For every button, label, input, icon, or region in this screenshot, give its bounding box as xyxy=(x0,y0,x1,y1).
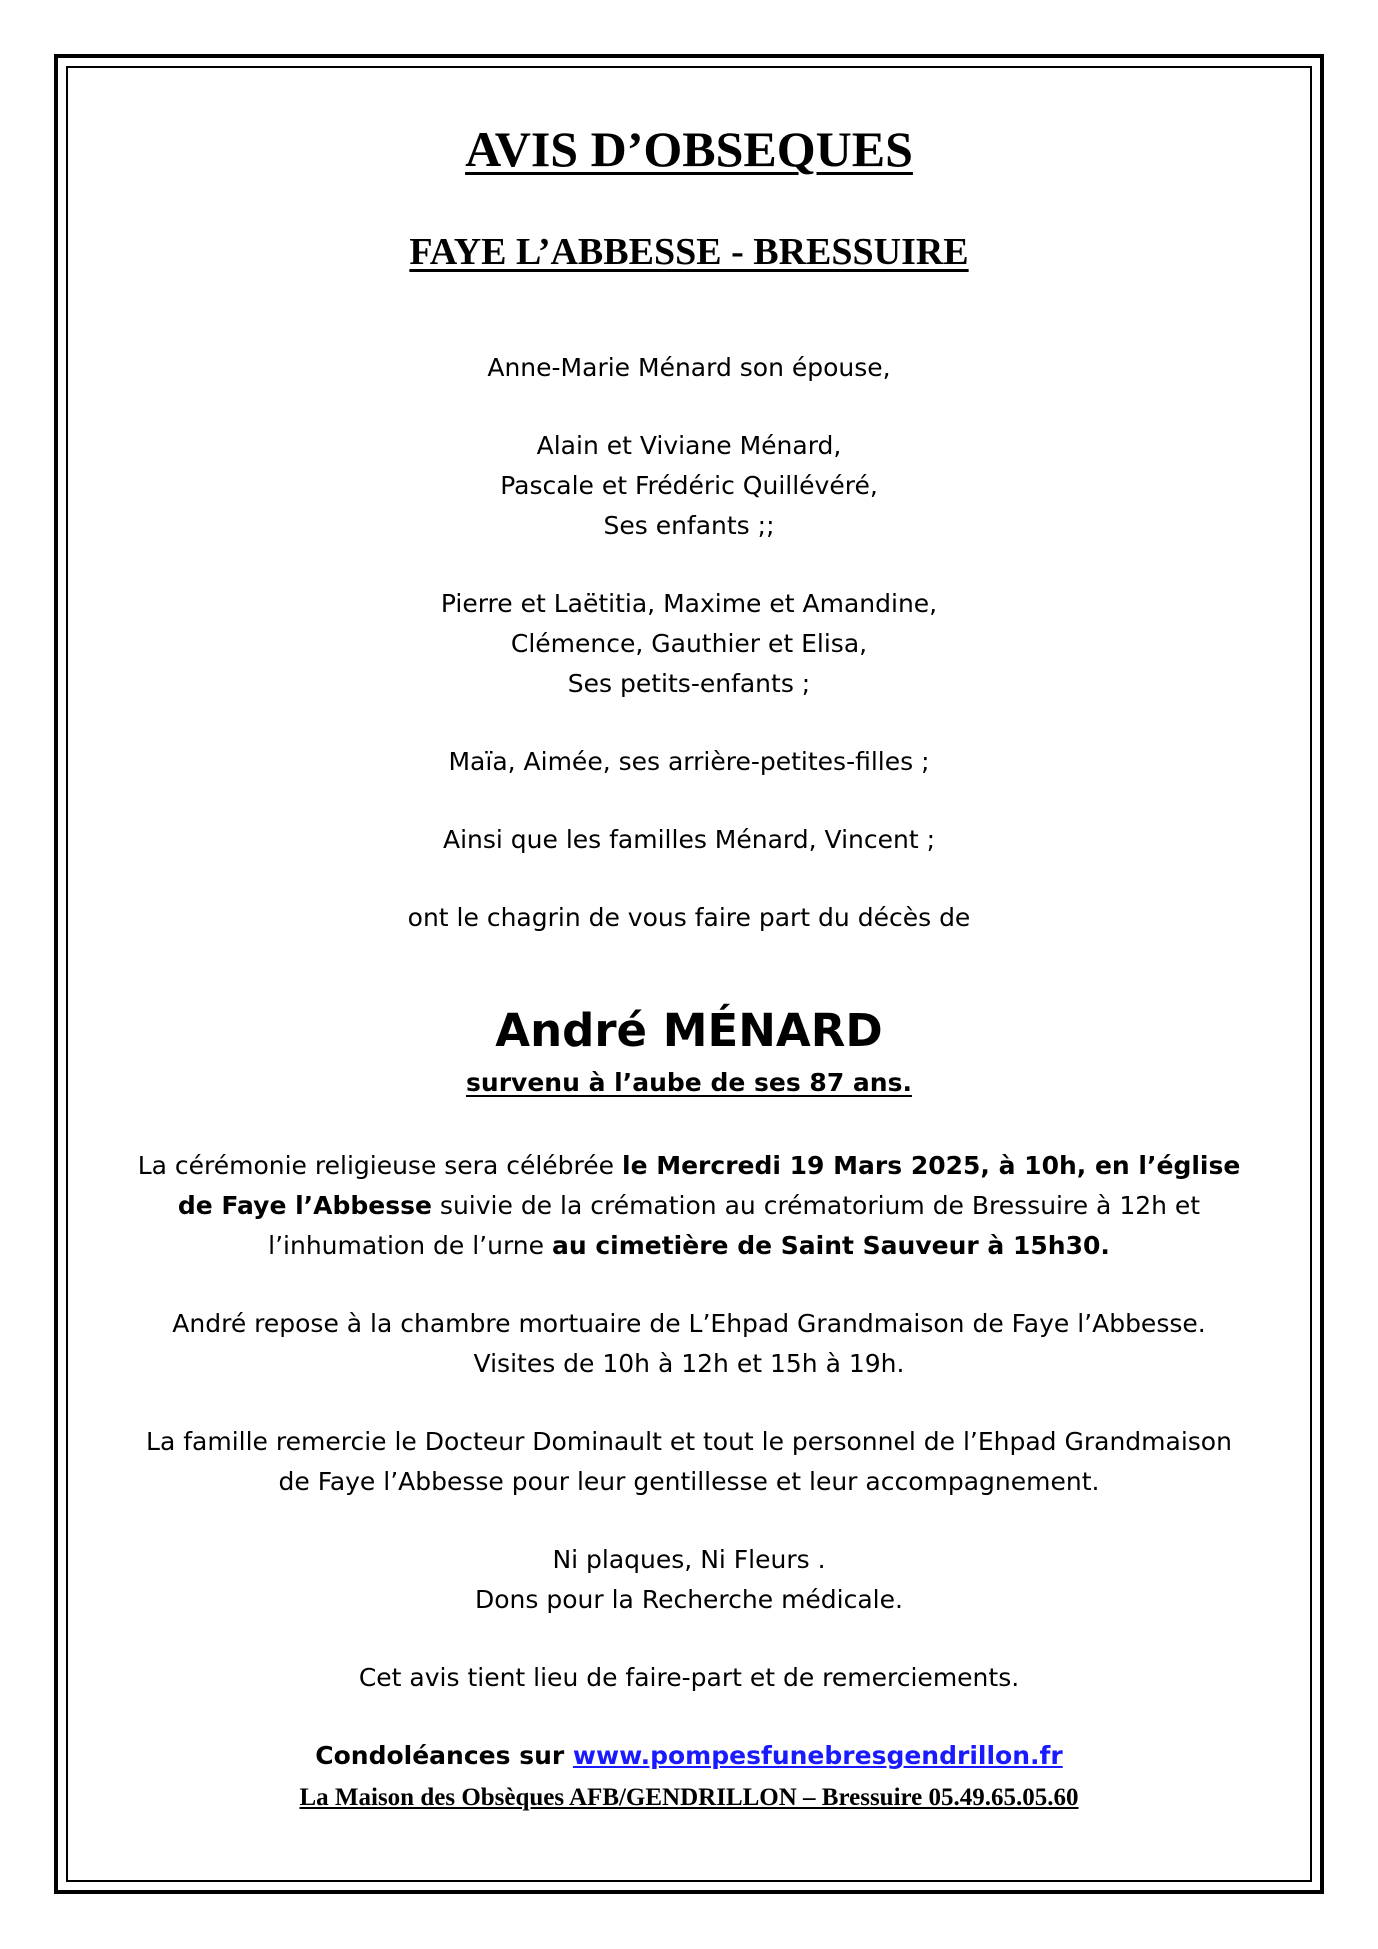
thanks-line-1: La famille remercie le Docteur Dominault et tout le personnel de l’Ehpad Grandmaison xyxy=(146,1427,1232,1456)
ceremony-church: de Faye l’Abbesse xyxy=(177,1191,432,1220)
children-line-1: Alain et Viviane Ménard, xyxy=(536,431,842,460)
ceremony-line-3 xyxy=(70,1226,1308,1266)
visitation-line-1: André repose à la chambre mortuaire de L’Ehpad Grandmaison de Faye l’Abbesse. xyxy=(172,1309,1206,1338)
ceremony-urn: l’inhumation de l’urne xyxy=(268,1231,552,1260)
ceremony-line-2 xyxy=(70,1186,1308,1226)
ceremony-cremation: suivie de la crémation au crématorium de Bressuire à 12h et xyxy=(431,1191,1201,1220)
grandchildren-line-3: Ses petits-enfants ; xyxy=(567,669,811,698)
ceremony-cemetery: au cimetière de Saint Sauveur à 15h30. xyxy=(551,1231,1110,1260)
spouse-line: Anne-Marie Ménard son épouse, xyxy=(487,353,891,382)
thanks-line-2: de Faye l’Abbesse pour leur gentillesse et leur accompagnement. xyxy=(278,1467,1100,1496)
condolences-label: Condoléances sur xyxy=(315,1741,573,1770)
notice-line: Cet avis tient lieu de faire-part et de remerciements. xyxy=(358,1663,1020,1692)
page-title: AVIS D’OBSEQUES xyxy=(465,121,913,177)
website-link[interactable]: www.pompesfunebresgendrillon.fr xyxy=(572,1741,1063,1770)
children-line-3: Ses enfants ;; xyxy=(603,511,775,540)
children-line-2: Pascale et Frédéric Quillévéré, xyxy=(500,471,878,500)
funeral-home-line: La Maison des Obsèques AFB/GENDRILLON – Bressuire 05.49.65.05.60 xyxy=(299,1784,1079,1811)
ceremony-date: le Mercredi 19 Mars 2025, à 10h, en l’église xyxy=(622,1151,1241,1180)
notice-content xyxy=(70,70,1308,1878)
grandchildren-line-2: Clémence, Gauthier et Elisa, xyxy=(510,629,868,658)
requests-line-1: Ni plaques, Ni Fleurs . xyxy=(552,1545,826,1574)
visitation-line-2: Visites de 10h à 12h et 15h à 19h. xyxy=(473,1349,905,1378)
announcement-line: ont le chagrin de vous faire part du décès de xyxy=(407,903,971,932)
ceremony-text: La cérémonie religieuse sera célébrée xyxy=(137,1151,622,1180)
condolences-line xyxy=(70,1736,1308,1776)
families-line: Ainsi que les familles Ménard, Vincent ; xyxy=(442,825,936,854)
great-grandchildren-line: Maïa, Aimée, ses arrière-petites-filles ; xyxy=(448,747,930,776)
grandchildren-line-1: Pierre et Laëtitia, Maxime et Amandine, xyxy=(440,589,938,618)
deceased-age: survenu à l’aube de ses 87 ans. xyxy=(466,1068,912,1097)
ceremony-line-1 xyxy=(70,1146,1308,1186)
requests-line-2: Dons pour la Recherche médicale. xyxy=(475,1585,903,1614)
location-subtitle: FAYE L’ABBESSE - BRESSUIRE xyxy=(409,231,969,273)
deceased-name: André MÉNARD xyxy=(495,1004,883,1057)
